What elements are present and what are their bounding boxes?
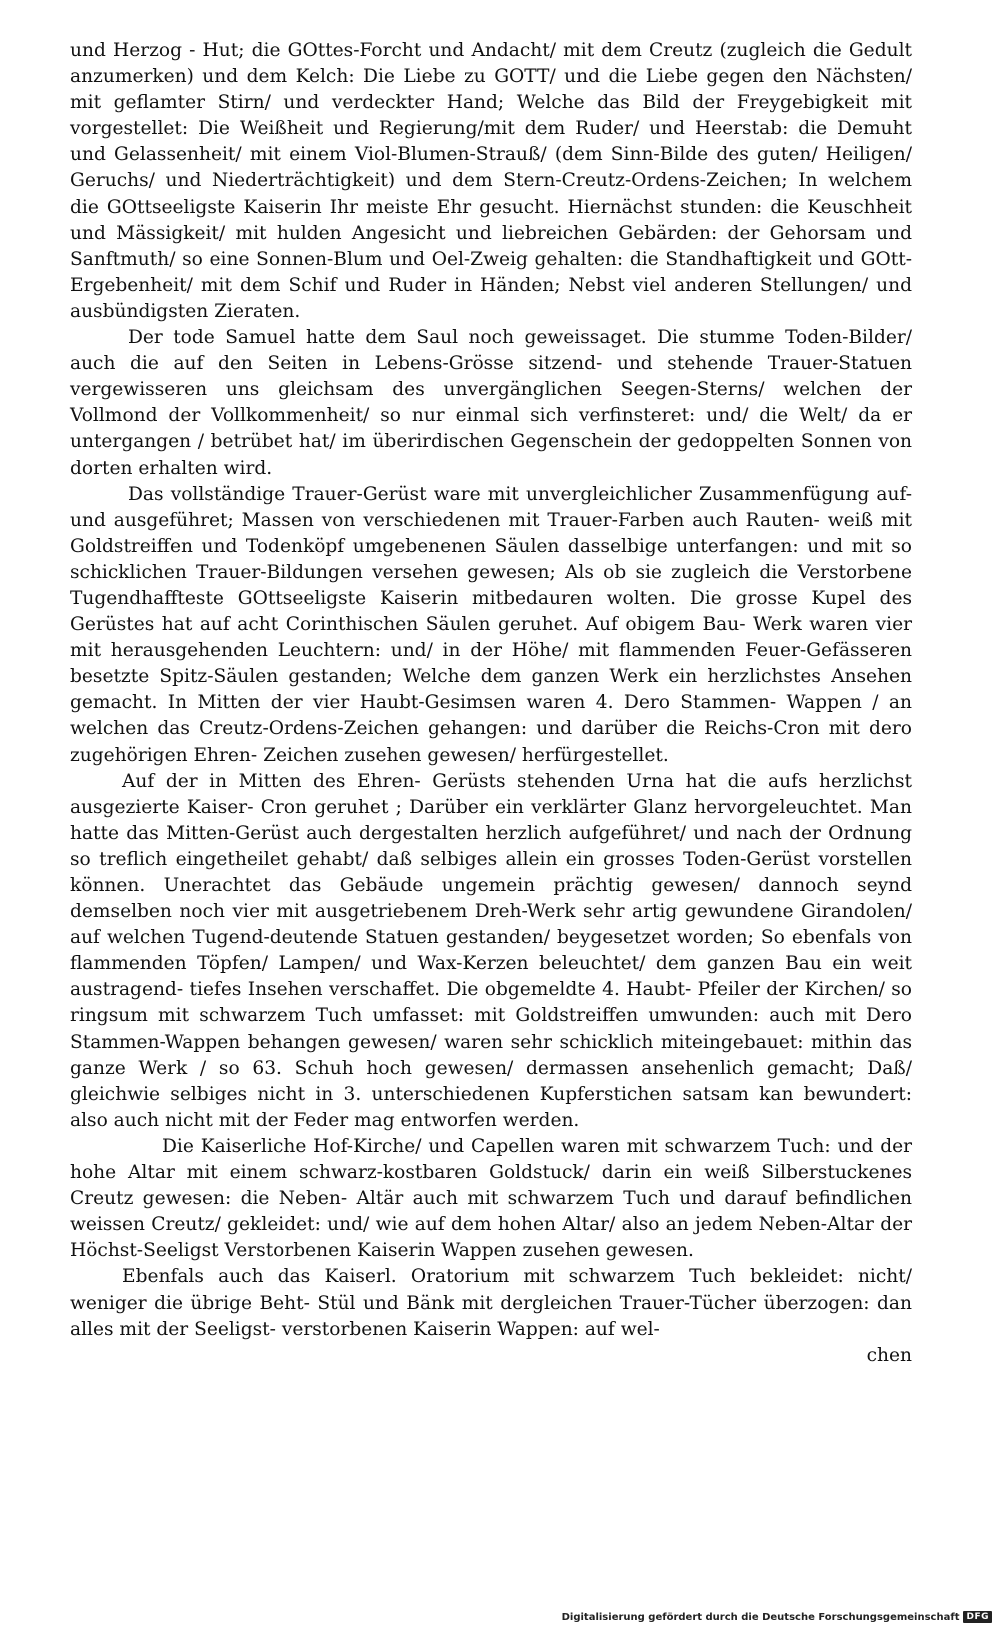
digitization-footer	[562, 1611, 992, 1623]
catchword: chen	[866, 1344, 912, 1366]
document-page	[70, 38, 912, 1369]
paragraph-6: Ebenfals auch das Kaiserl. Oratorium mit schwarzem Tuch bekleidet: nicht/ weniger die übrige Beht- Stül und Bänk mit dergleichen Trauer-Tücher überzogen: dan alles mit der Seeligst- verstorbenen Kaiserin Wappen: auf wel-	[70, 1266, 912, 1340]
paragraph-2: Der tode Samuel hatte dem Saul noch geweissaget. Die stumme Toden-Bilder/ auch die auf den Seiten in Lebens-Grösse sitzend- und stehende Trauer-Statuen vergewisseren uns gleichsam des unvergänglichen Seegen-Sterns/ welchen der Vollmond der Vollkommenheit/ so nur einmal sich verfinsteret: und/ die Welt/ da er untergangen / betrübet hat/ im überirdischen Gegenschein der gedoppelten Sonnen von dorten erhalten wird.	[70, 327, 912, 479]
paragraph-3: Das vollständige Trauer-Gerüst ware mit unvergleichlicher Zusammenfügung auf- und ausgeführet; Massen von verschiedenen mit Trauer-Farben auch Rauten- weiß mit Goldstreiffen und Todenköpf umgebenenen Säulen dasselbige unterfangen: und mit so schicklichen Trauer-Bildungen versehen gewesen; Als ob sie zugleich die Verstorbene Tugendhaffteste GOttseeligste Kaiserin mitbedauren wolten. Die grosse Kupel des Gerüstes hat auf acht Corinthischen Säulen geruhet. Auf obigem Bau- Werk waren vier mit herausgehenden Leuchtern: und/ in der Höhe/ mit flammenden Feuer-Gefässeren besetzte Spitz-Säulen gestanden; Welche dem ganzen Werk ein herzlichstes Ansehen gemacht. In Mitten der vier Haubt-Gesimsen waren 4. Dero Stammen- Wappen / an welchen das Creutz-Ordens-Zeichen gehangen: und darüber die Reichs-Cron mit dero zugehörigen Ehren- Zeichen zusehen gewesen/ herfürgestellet.	[70, 483, 912, 766]
paragraph-1: und Herzog - Hut; die GOttes-Forcht und Andacht/ mit dem Creutz (zugleich die Gedult anzumerken) und dem Kelch: Die Liebe zu GOTT/ und die Liebe gegen den Nächsten/ mit geflamter Stirn/ und verdeckter Hand; Welche das Bild der Freygebigkeit mit vorgestellet: Die Weißheit und Regierung/mit dem Ruder/ und Heerstab: die Demuht und Gelassenheit/ mit einem Viol-Blumen-Strauß/ (dem Sinn-Bilde des guten/ Heiligen/ Geruchs/ und Niederträchtigkeit) und dem Stern-Creutz-Ordens-Zeichen; In welchem die GOttseeligste Kaiserin Ihr meiste Ehr gesucht. Hiernächst stunden: die Keuschheit und Mässigkeit/ mit hulden Angesicht und liebreichen Gebärden: der Gehorsam und Sanftmuth/ so eine Sonnen-Blum und Oel-Zweig gehalten: die Standhaftigkeit und GOtt-Ergebenheit/ mit dem Schif und Ruder in Händen; Nebst viel anderen Stellungen/ und ausbündigsten Zieraten.	[70, 40, 912, 322]
dfg-logo: DFG	[963, 1611, 992, 1623]
footer-credit-text: Digitalisierung gefördert durch die Deutsche Forschungsgemeinschaft	[561, 1611, 960, 1623]
paragraph-5: Die Kaiserliche Hof-Kirche/ und Capellen waren mit schwarzem Tuch: und der hohe Altar mit einem schwarz-kostbaren Goldstuck/ darin ein weiß Silberstuckenes Creutz gewesen: die Neben- Altär auch mit schwarzem Tuch und darauf befindlichen weissen Creutz/ gekleidet: und/ wie auf dem hohen Altar/ also an jedem Neben-Altar der Höchst-Seeligst Verstorbenen Kaiserin Wappen zusehen gewesen.	[70, 1135, 912, 1262]
paragraph-4: Auf der in Mitten des Ehren- Gerüsts stehenden Urna hat die aufs herzlichst ausgezierte Kaiser- Cron geruhet ; Darüber ein verklärter Glanz hervorgeleuchtet. Man hatte das Mitten-Gerüst auch dergestalten herzlich aufgeführet/ und nach der Ordnung so treflich eingetheilet gehabt/ daß selbiges allein ein grosses Toden-Gerüst vorstellen können. Unerachtet das Gebäude ungemein prächtig gewesen/ dannoch seynd demselben noch vier mit ausgetriebenem Dreh-Werk sehr artig gewundene Girandolen/ auf welchen Tugend-deutende Statuen gestanden/ beygesetzet worden; So ebenfals von flammenden Töpfen/ Lampen/ und Wax-Kerzen beleuchtet/ dem ganzen Bau ein weit austragend- tiefes Insehen verschaffet. Die obgemeldte 4. Haubt- Pfeiler der Kirchen/ so ringsum mit schwarzem Tuch umfasset: mit Goldstreiffen umwunden: auch mit Dero Stammen-Wappen behangen gewesen/ waren sehr schicklich miteingebauet: mithin das ganze Werk / so 63. Schuh hoch gewesen/ dermassen ansehenlich gemacht; Daß/ gleichwie selbiges nicht in 3. unterschiedenen Kupferstichen satsam kan bewundert: also auch nicht mit der Feder mag entworfen werden.	[70, 770, 912, 1131]
